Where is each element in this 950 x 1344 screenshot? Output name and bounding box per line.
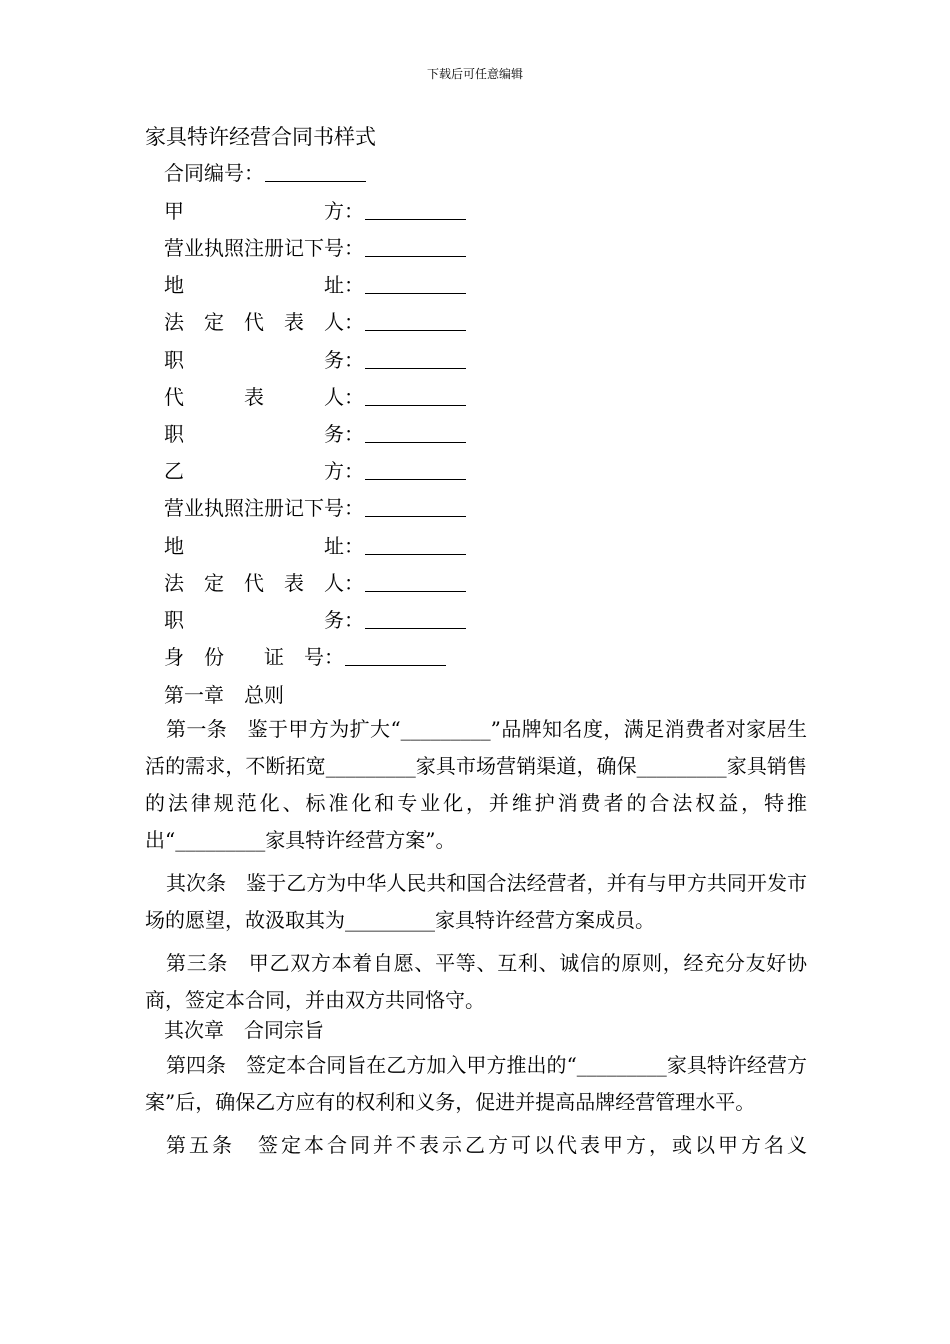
party-b-id-number-field [164, 643, 446, 671]
blank-line [365, 383, 466, 406]
document-title: 家具特许经营合同书样式 [145, 125, 376, 149]
chapter-heading: 第一章 总则 [164, 683, 284, 707]
field-label: 地 址： [164, 273, 364, 297]
party-b-address-field [164, 532, 466, 560]
article-3: 第三条 甲乙双方本着自愿、平等、互利、诚信的原则，经充分友好协商，签定本合同，并由双方共同恪守。 [145, 951, 807, 1012]
party-a-field [164, 197, 466, 225]
party-a-address-field [164, 271, 466, 299]
field-label: 乙 方： [164, 459, 364, 483]
blank-line [365, 532, 466, 555]
blank-line [365, 197, 466, 220]
field-label: 甲 方： [164, 199, 364, 223]
article-2: 其次条 鉴于乙方为中华人民共和国合法经营者，并有与甲方共同开发市场的愿望，故汲取其为_________家具特许经营方案成员。 [145, 871, 807, 932]
article-4: 第四条 签定本合同旨在乙方加入甲方推出的“_________家具特许经营方案”后，确保乙方应有的权利和义务，促进并提高品牌经营管理水平。 [145, 1053, 807, 1114]
article-5: 第五条 签定本合同并不表示乙方可以代表甲方，或以甲方名义 [166, 1133, 807, 1157]
party-a-license-field [164, 234, 466, 262]
party-a-legal-rep-title-field [164, 346, 466, 374]
blank-line [345, 643, 446, 666]
party-a-representative-title-field [164, 420, 466, 448]
field-label: 代 表 人： [164, 385, 364, 409]
field-label: 地 址： [164, 534, 364, 558]
field-label: 合同编号： [164, 161, 264, 185]
blank-line [365, 569, 466, 592]
contract-number-field [164, 159, 366, 187]
party-b-field [164, 457, 466, 485]
blank-line [365, 494, 466, 517]
blank-line [365, 457, 466, 480]
field-label: 法 定 代 表 人： [164, 310, 364, 334]
blank-line [365, 308, 466, 331]
field-label: 营业执照注册记下号： [164, 236, 364, 260]
party-a-legal-rep-field [164, 308, 466, 336]
field-label: 法 定 代 表 人： [164, 571, 364, 595]
blank-line [365, 606, 466, 629]
page-header: 下载后可任意编辑 [426, 67, 523, 81]
blank-line [265, 159, 366, 182]
field-label: 职 务： [164, 422, 364, 446]
party-a-representative-field [164, 383, 466, 411]
party-b-legal-rep-title-field [164, 606, 466, 634]
blank-line [365, 234, 466, 257]
chapter-heading: 其次章 合同宗旨 [164, 1018, 324, 1042]
field-label: 职 务： [164, 608, 364, 632]
blank-line [365, 271, 466, 294]
chapter-two-body [145, 1047, 807, 1164]
field-label: 身 份 证 号： [164, 645, 344, 669]
field-label: 营业执照注册记下号： [164, 496, 364, 520]
article-1: 第一条 鉴于甲方为扩大“_________”品牌知名度，满足消费者对家居生活的需求，不断拓宽_________家具市场营销渠道，确保_________家具销售的法律规范化、标准化和专业化，并维护消费者的合法权益，特推出“_________家具特许经营方案”。 [145, 717, 807, 852]
chapter-one-body [145, 711, 807, 1019]
blank-line [365, 346, 466, 369]
party-b-license-field [164, 494, 466, 522]
field-label: 职 务： [164, 348, 364, 372]
party-b-legal-rep-field [164, 569, 466, 597]
blank-line [365, 420, 466, 443]
